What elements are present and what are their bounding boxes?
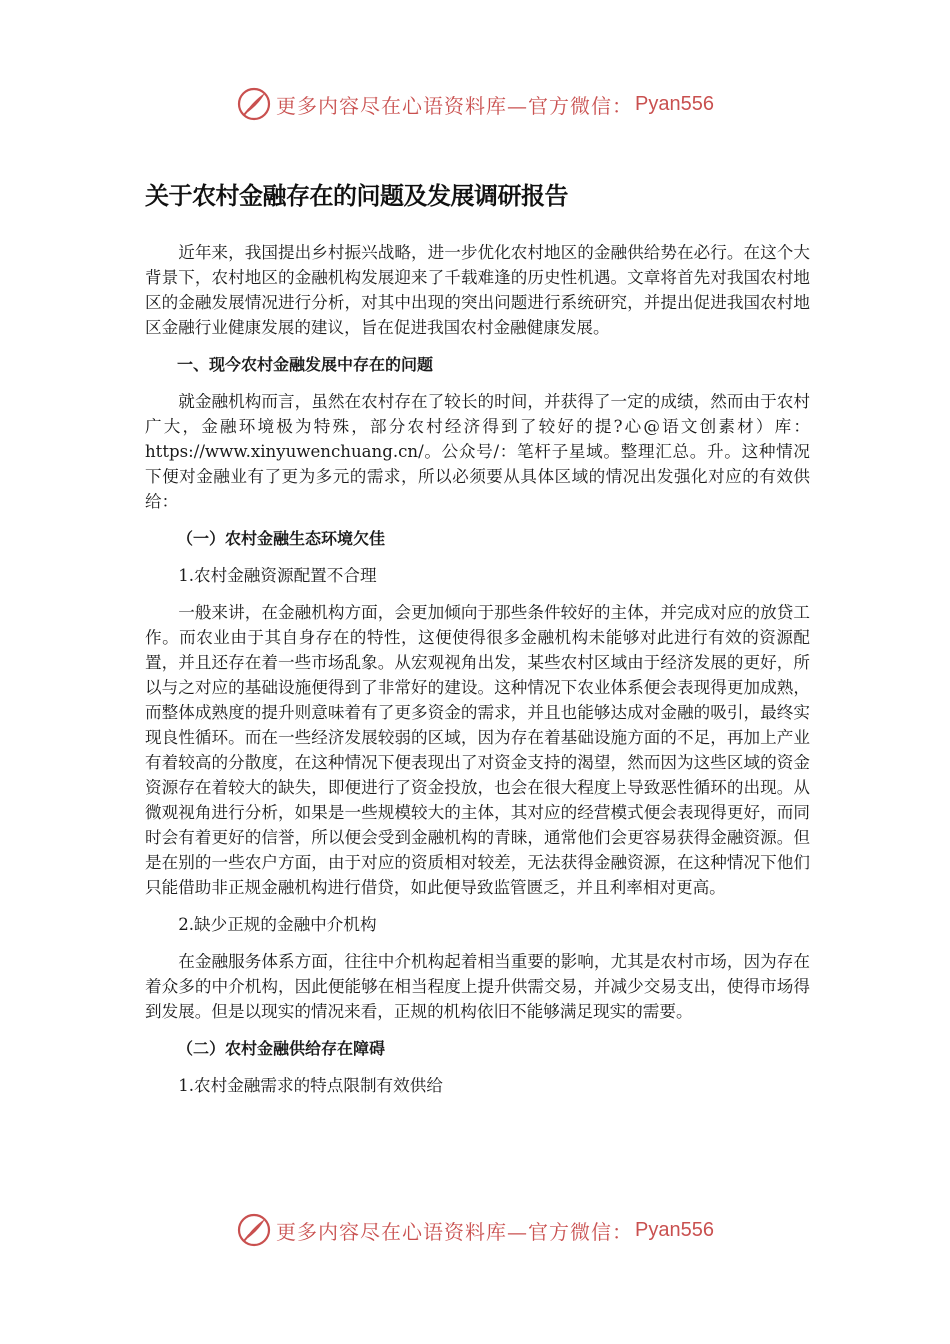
item1-heading: 1.农村金融资源配置不合理 [178, 566, 377, 585]
quill-logo-icon [236, 86, 272, 122]
subsection2-heading: （二）农村金融供给存在障碍 [177, 1039, 386, 1058]
header-banner [0, 84, 950, 124]
document-body [145, 176, 810, 1110]
footer-banner-contact: Pyan556 [635, 1218, 714, 1241]
subsection2-item1-heading: 1.农村金融需求的特点限制有效供给 [178, 1076, 443, 1095]
subsection1-heading: （一）农村金融生态环境欠佳 [177, 529, 386, 548]
item2-paragraph: 在金融服务体系方面，往往中介机构起着相当重要的影响，尤其是农村市场，因为存在着众多的中介机构，因此便能够在相当程度上提升供需交易，并减少交易支出，使得市场得到发展。但是以现实的情况来看，正规的机构依旧不能够满足现实的需要。 [145, 952, 810, 1021]
quill-logo-icon [236, 1212, 272, 1248]
section1-heading: 一、现今农村金融发展中存在的问题 [177, 355, 434, 374]
item1-paragraph: 一般来讲，在金融机构方面，会更加倾向于那些条件较好的主体，并完成对应的放贷工作。而农业由于其自身存在的特性，这便使得很多金融机构未能够对此进行有效的资源配置，并且还存在着一些市场乱象。从宏观视角出发，某些农村区域由于经济发展的更好，所以与之对应的基础设施便得到了非常好的建设。这种情况下农业体系便会表现得更加成熟，而整体成熟度的提升则意味着有了更多资金的需求，并且也能够达成对金融的吸引，最终实现良性循环。而在一些经济发展较弱的区域，因为存在着基础设施方面的不足，再加上产业有着较高的分散度，在这种情况下便表现出了对资金支持的渴望，然而因为这些区域的资金资源存在着较大的缺失，即便进行了资金投放，也会在很大程度上导致恶性循环的出现。从微观视角进行分析，如果是一些规模较大的主体，其对应的经营模式便会表现得更好，而同时会有着更好的信誉，所以便会受到金融机构的青睐，通常他们会更容易获得金融资源。但是在别的一些农户方面，由于对应的资质相对较差，无法获得金融资源，在这种情况下他们只能借助非正规金融机构进行借贷，如此便导致监管匮乏，并且利率相对更高。 [145, 603, 810, 897]
item2-heading: 2.缺少正规的金融中介机构 [178, 915, 377, 934]
header-banner-text: 更多内容尽在心语资料库—官方微信： [276, 93, 634, 118]
header-banner-contact: Pyan556 [635, 92, 714, 115]
intro-paragraph: 近年来，我国提出乡村振兴战略，进一步优化农村地区的金融供给势在必行。在这个大背景下，农村地区的金融机构发展迎来了千载难逢的历史性机遇。文章将首先对我国农村地区的金融发展情况进行分析，对其中出现的突出问题进行系统研究，并提出促进我国农村地区金融行业健康发展的建议，旨在促进我国农村金融健康发展。 [145, 243, 810, 337]
footer-banner [0, 1210, 950, 1250]
document-title: 关于农村金融存在的问题及发展调研报告 [145, 182, 568, 210]
footer-banner-text: 更多内容尽在心语资料库—官方微信： [276, 1219, 634, 1244]
section1-paragraph: 就金融机构而言，虽然在农村存在了较长的时间，并获得了一定的成绩，然而由于农村广大，金融环境极为特殊，部分农村经济得到了较好的提?心@语文创素材）库：https://www.xinyuwenchuang.cn/。公众号/：笔杆子星域。整理汇总。升。这种情况下便对金融业有了更为多元的需求，所以必须要从具体区域的情况出发强化对应的有效供给： [145, 392, 810, 511]
